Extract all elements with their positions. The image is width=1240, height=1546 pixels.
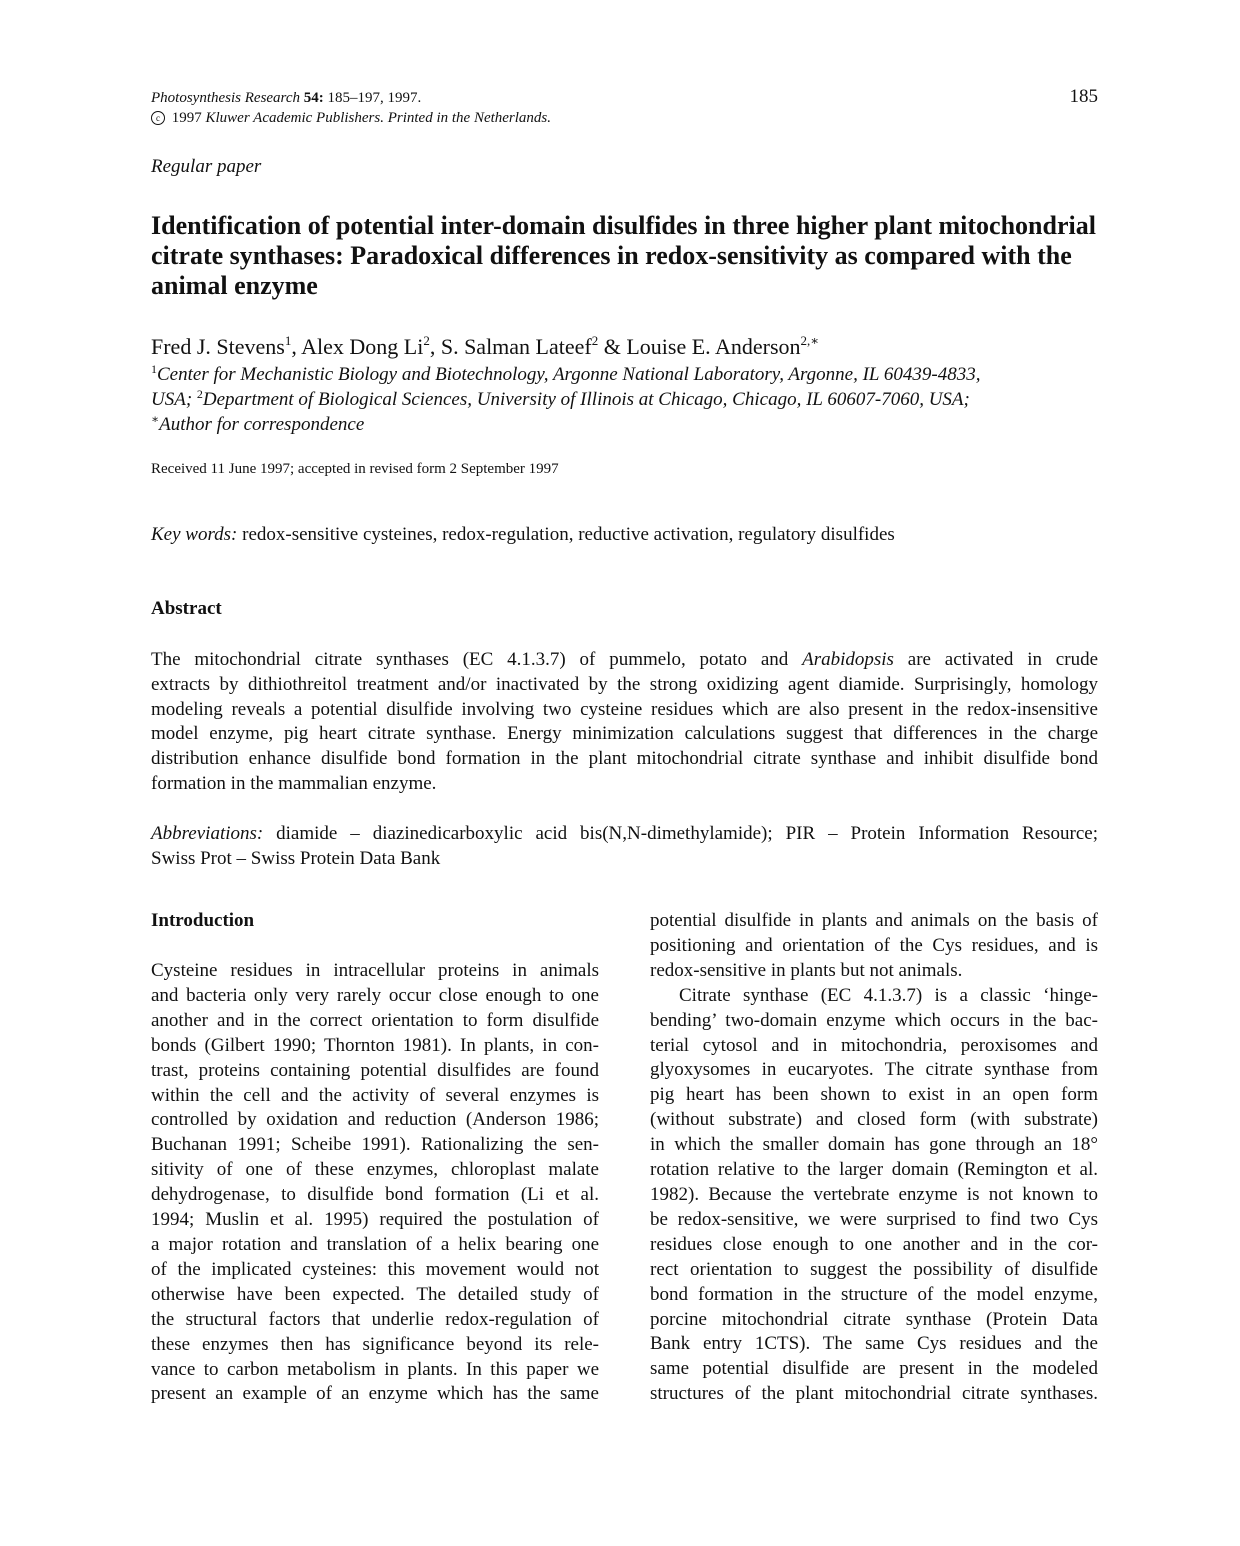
abstract-line: extracts by dithiothreitol treatment and/or inactivated by the strong oxidizing agent diamide. Surprisingly, homology xyxy=(151,673,1098,695)
text-line: in which the smaller domain has gone through an 18° xyxy=(650,1134,1098,1156)
abstract-text: are activated in crude xyxy=(893,649,1098,670)
text-line: rotation relative to the larger domain (Remington et al. xyxy=(650,1159,1098,1181)
text-line: bonds (Gilbert 1990; Thornton 1981). In plants, in con- xyxy=(151,1034,599,1056)
keywords-text: redox-sensitive cysteines, redox-regulation, reductive activation, regulatory disulfides xyxy=(237,524,895,545)
journal-citation xyxy=(151,88,551,128)
abstract-line: modeling reveals a potential disulfide involving two cysteine residues which are also present in the redox-insensitive xyxy=(151,698,1098,720)
affiliations xyxy=(151,362,1098,437)
paper-page xyxy=(151,0,1098,1546)
copyright-icon: c xyxy=(151,111,165,125)
author-affiliation-mark: 2,∗ xyxy=(800,333,820,348)
journal-line xyxy=(151,88,551,108)
text-line: terial cytosol and in mitochondria, peroxisomes and xyxy=(650,1034,1098,1056)
text-line: structures of the plant mitochondrial citrate synthases. xyxy=(650,1383,1098,1405)
introduction-left-column xyxy=(151,959,599,1407)
text-line: positioning and orientation of the Cys residues, and is xyxy=(650,934,1098,956)
text-line: bond formation in the structure of the model enzyme, xyxy=(650,1283,1098,1305)
abbreviations-text: diamide – diazinedicarboxylic acid bis(N,N-dimethylamide); PIR – Protein Information Resource; xyxy=(263,823,1098,844)
journal-volume: 54: xyxy=(303,90,324,106)
abstract-line: model enzyme, pig heart citrate synthase. Energy minimization calculations suggest that differences in the charge xyxy=(151,723,1098,745)
affiliation-line xyxy=(151,387,1098,412)
text-line: be redox-sensitive, we were surprised to find two Cys xyxy=(650,1208,1098,1230)
introduction-heading: Introduction xyxy=(151,910,255,931)
author-affiliation-mark: 2 xyxy=(591,333,599,348)
affiliation-mark: 2 xyxy=(196,387,203,401)
text-line: bending’ two-domain enzyme which occurs in the bac- xyxy=(650,1009,1098,1031)
abbreviations-label: Abbreviations: xyxy=(151,823,264,844)
author-separator: , xyxy=(429,334,441,359)
text-line: sitivity of one of these enzymes, chloroplast malate xyxy=(151,1159,599,1181)
text-line: rect orientation to suggest the possibility of disulfide xyxy=(650,1258,1098,1280)
text-line: and bacteria only very rarely occur close enough to one xyxy=(151,984,599,1006)
text-line: these enzymes then has significance beyond its rele- xyxy=(151,1333,599,1355)
abstract-text: The mitochondrial citrate synthases (EC 4.1.3.7) of pummelo, potato and xyxy=(151,649,803,670)
text-line: porcine mitochondrial citrate synthase (Protein Data xyxy=(650,1308,1098,1330)
text-line: the structural factors that underlie redox-regulation of xyxy=(151,1308,599,1330)
copyright-year: 1997 xyxy=(171,110,202,126)
author-separator: , xyxy=(291,334,302,359)
affiliation-mark: 1 xyxy=(151,362,157,376)
affiliation-1: Center for Mechanistic Biology and Biotechnology, Argonne National Laboratory, Argonne, IL 60439-4833, xyxy=(157,364,981,385)
text-line: pig heart has been shown to exist in an open form xyxy=(650,1084,1098,1106)
text-line: potential disulfide in plants and animals on the basis of xyxy=(650,910,1098,931)
author-affiliation-mark: 2 xyxy=(423,333,430,348)
affiliation-line xyxy=(151,362,1098,387)
article-type: Regular paper xyxy=(151,156,262,177)
abbreviations xyxy=(151,822,1098,872)
copyright-line xyxy=(151,108,551,128)
text-line: vance to carbon metabolism in plants. In this paper we xyxy=(151,1358,599,1380)
journal-name: Photosynthesis Research xyxy=(151,90,300,106)
text-line: same potential disulfide are present in the modeled xyxy=(650,1358,1098,1380)
author-separator: & xyxy=(598,334,627,359)
journal-pages: 185–197, 1997. xyxy=(327,90,422,106)
keywords xyxy=(151,524,895,546)
affiliation-1-cont: USA; xyxy=(151,389,197,410)
text-line: a major rotation and translation of a helix bearing one xyxy=(151,1233,599,1255)
text-line: 1982). Because the vertebrate enzyme is not known to xyxy=(650,1183,1098,1205)
abstract-line: distribution enhance disulfide bond formation in the plant mitochondrial citrate synthase and inhibit disulfide bond xyxy=(151,748,1098,770)
text-line: (without substrate) and closed form (with substrate) xyxy=(650,1109,1098,1131)
text-line: Cysteine residues in intracellular proteins in animals xyxy=(151,960,599,981)
abbreviations-line xyxy=(151,822,1098,847)
keywords-label: Key words: xyxy=(151,524,238,545)
correspondence-note: Author for correspondence xyxy=(159,414,365,435)
text-line: of the implicated cysteines: this movement would not xyxy=(151,1258,599,1280)
abstract-body xyxy=(151,648,1098,797)
text-line: residues close enough to one another and in the cor- xyxy=(650,1233,1098,1255)
page-number: 185 xyxy=(1069,86,1098,107)
author-affiliation-mark: 1 xyxy=(284,333,292,348)
abstract-line: formation in the mammalian enzyme. xyxy=(151,772,437,794)
text-line: Buchanan 1991; Scheibe 1991). Rationalizing the sen- xyxy=(151,1134,599,1156)
author-name: Alex Dong Li xyxy=(301,334,424,359)
author-name: Louise E. Anderson xyxy=(626,334,801,359)
text-line: otherwise have been expected. The detailed study of xyxy=(151,1283,599,1305)
publisher: Kluwer Academic Publishers. Printed in the Netherlands. xyxy=(205,110,552,126)
abstract-italic: Arabidopsis xyxy=(802,649,894,670)
text-line: Bank entry 1CTS). The same Cys residues and the xyxy=(650,1333,1098,1355)
abbreviations-line: Swiss Prot – Swiss Protein Data Bank xyxy=(151,847,441,869)
article-title: Identification of potential inter-domain disulfides in three higher plant mitochondrial citrate synthases: Paradoxical differences in redox-sensitivity as compared with the animal enzyme xyxy=(151,211,1096,300)
text-line: 1994; Muslin et al. 1995) required the postulation of xyxy=(151,1209,599,1231)
abstract-line xyxy=(151,648,1098,673)
text-line: dehydrogenase, to disulfide bond formation (Li et al. xyxy=(151,1184,599,1206)
abstract-heading: Abstract xyxy=(151,598,222,619)
received-dates: Received 11 June 1997; accepted in revised form 2 September 1997 xyxy=(151,461,559,477)
author-name: Fred J. Stevens xyxy=(151,334,285,359)
text-line: redox-sensitive in plants but not animals. xyxy=(650,959,963,981)
text-line: controlled by oxidation and reduction (Anderson 1986; xyxy=(151,1109,599,1131)
author-list xyxy=(151,334,819,360)
text-line: trast, proteins containing potential disulfides are found xyxy=(151,1059,599,1081)
affiliation-line xyxy=(151,412,1098,437)
text-line: another and in the correct orientation to form disulfide xyxy=(151,1009,599,1031)
correspondence-mark: ∗ xyxy=(151,412,160,426)
text-line: within the cell and the activity of several enzymes is xyxy=(151,1084,599,1106)
text-line: glyoxysomes in eucaryotes. The citrate synthase from xyxy=(650,1059,1098,1081)
text-line: present an example of an enzyme which has the same xyxy=(151,1383,599,1405)
text-line: Citrate synthase (EC 4.1.3.7) is a classic ‘hinge- xyxy=(679,984,1098,1006)
author-name: S. Salman Lateef xyxy=(440,334,592,359)
affiliation-2: Department of Biological Sciences, University of Illinois at Chicago, Chicago, IL 60607-7060, USA; xyxy=(202,389,970,410)
introduction-right-column xyxy=(650,909,1098,1407)
